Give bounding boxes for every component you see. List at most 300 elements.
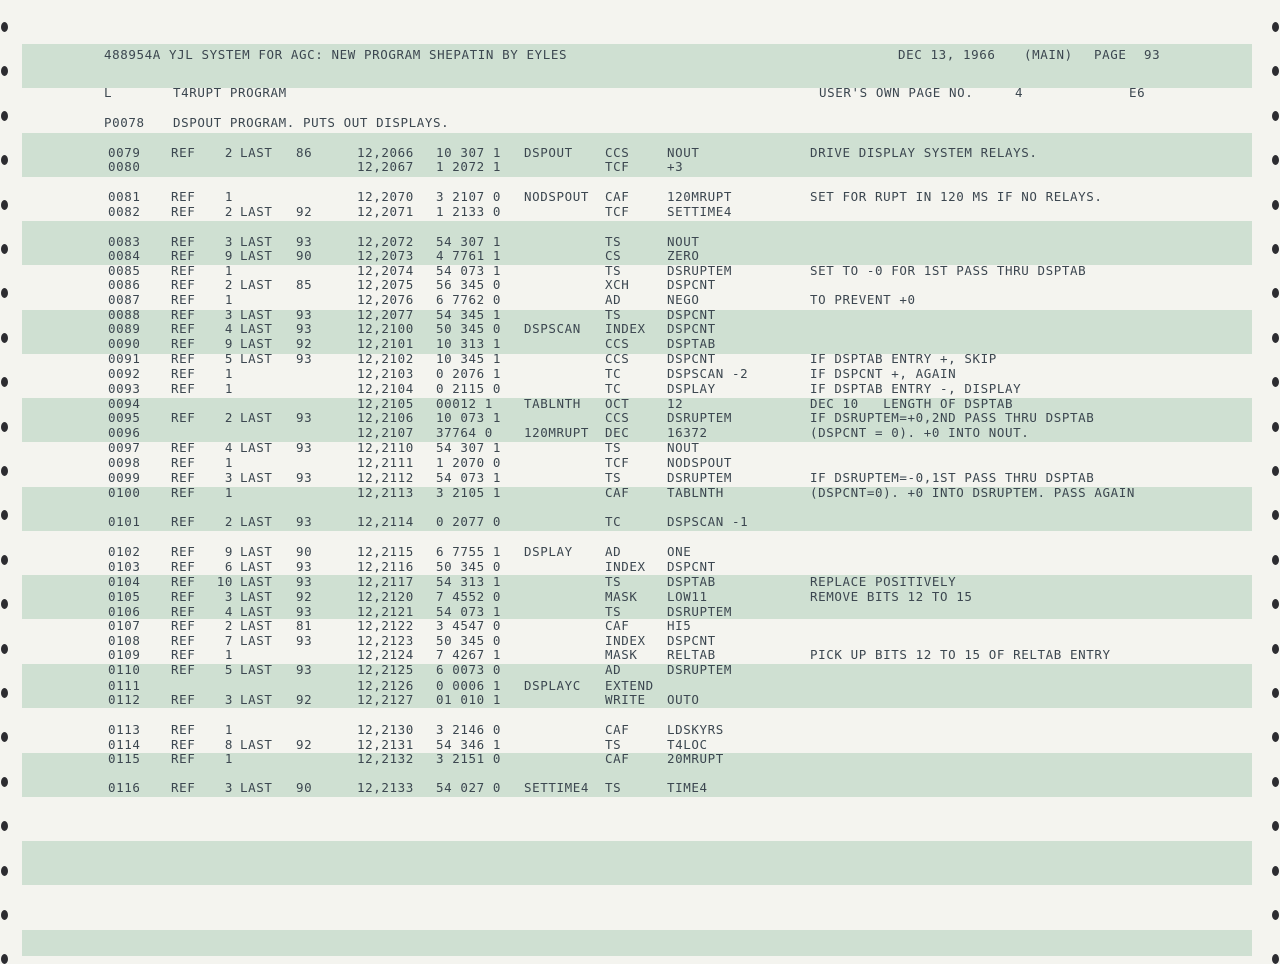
- cell-cnt: 1: [224, 292, 233, 307]
- listing-row: [0, 235, 1280, 249]
- cell-addr: 12,2104: [357, 381, 414, 396]
- feed-hole: [1, 821, 8, 831]
- cell-last: LAST: [240, 618, 273, 633]
- cell-addr: 12,2125: [357, 662, 414, 677]
- cell-op: TS: [605, 780, 622, 795]
- cell-ref: REF: [171, 440, 196, 455]
- cell-ref: REF: [171, 381, 196, 396]
- print-date: DEC 13, 1966: [898, 47, 996, 62]
- cell-cnt: 3: [224, 470, 233, 485]
- cell-page: 93: [296, 574, 313, 589]
- cell-addr: 12,2075: [357, 277, 414, 292]
- cell-seq: 0093: [108, 381, 141, 396]
- cell-op: TC: [605, 381, 622, 396]
- cell-cnt: 8: [224, 737, 233, 752]
- cell-op: AD: [605, 662, 622, 677]
- cell-operand: NOUT: [667, 234, 700, 249]
- feed-hole: [1272, 821, 1279, 831]
- cell-code: 0 2077 0: [436, 514, 502, 529]
- cell-cnt: 5: [224, 351, 233, 366]
- cell-op: OCT: [605, 396, 630, 411]
- section-id: P0078: [104, 115, 145, 130]
- cell-operand: NOUT: [667, 440, 700, 455]
- cell-ref: REF: [171, 514, 196, 529]
- cell-cnt: 6: [224, 559, 233, 574]
- feed-hole: [1272, 22, 1279, 32]
- cell-operand: DSPCNT: [667, 559, 716, 574]
- cell-label: 120MRUPT: [524, 425, 590, 440]
- cell-last: LAST: [240, 604, 273, 619]
- cell-code: 10 073 1: [436, 410, 502, 425]
- cell-comment: IF DSRUPTEM=+0,2ND PASS THRU DSPTAB: [810, 410, 1095, 425]
- listing-row: [0, 308, 1280, 322]
- cell-op: INDEX: [605, 633, 646, 648]
- cell-seq: 0098: [108, 455, 141, 470]
- listing-marker: L: [104, 85, 113, 100]
- feed-hole: [1272, 910, 1279, 920]
- cell-seq: 0111: [108, 678, 141, 693]
- cell-cnt: 7: [224, 633, 233, 648]
- cell-operand: DSPCNT: [667, 277, 716, 292]
- listing-row: [0, 752, 1280, 766]
- cell-op: TS: [605, 307, 622, 322]
- green-bar: [22, 841, 1252, 885]
- cell-comment: SET TO -0 FOR 1ST PASS THRU DSPTAB: [810, 263, 1087, 278]
- cell-last: LAST: [240, 737, 273, 752]
- cell-operand: DSPSCAN -2: [667, 366, 749, 381]
- cell-cnt: 1: [224, 366, 233, 381]
- print-mode: (MAIN): [1024, 47, 1073, 62]
- cell-cnt: 5: [224, 662, 233, 677]
- cell-seq: 0112: [108, 692, 141, 707]
- cell-ref: REF: [171, 589, 196, 604]
- cell-ref: REF: [171, 277, 196, 292]
- cell-seq: 0104: [108, 574, 141, 589]
- cell-label: NODSPOUT: [524, 189, 590, 204]
- listing-row: [0, 560, 1280, 574]
- cell-last: LAST: [240, 544, 273, 559]
- cell-seq: 0096: [108, 425, 141, 440]
- cell-code: 0 2115 0: [436, 381, 502, 396]
- cell-operand: RELTAB: [667, 647, 716, 662]
- cell-ref: REF: [171, 234, 196, 249]
- cell-seq: 0108: [108, 633, 141, 648]
- cell-comment: DRIVE DISPLAY SYSTEM RELAYS.: [810, 145, 1038, 160]
- cell-code: 3 2151 0: [436, 751, 502, 766]
- cell-page: 93: [296, 633, 313, 648]
- cell-page: 90: [296, 780, 313, 795]
- cell-addr: 12,2117: [357, 574, 414, 589]
- cell-code: 10 307 1: [436, 145, 502, 160]
- cell-op: TCF: [605, 455, 630, 470]
- cell-code: 1 2133 0: [436, 204, 502, 219]
- cell-ref: REF: [171, 204, 196, 219]
- cell-last: LAST: [240, 204, 273, 219]
- cell-operand: LDSKYRS: [667, 722, 724, 737]
- cell-operand: NOUT: [667, 145, 700, 160]
- cell-seq: 0107: [108, 618, 141, 633]
- page-label: PAGE: [1094, 47, 1127, 62]
- cell-last: LAST: [240, 514, 273, 529]
- cell-op: TS: [605, 737, 622, 752]
- cell-code: 4 7761 1: [436, 248, 502, 263]
- cell-op: CAF: [605, 485, 630, 500]
- section-title: DSPOUT PROGRAM. PUTS OUT DISPLAYS.: [173, 115, 450, 130]
- cell-addr: 12,2116: [357, 559, 414, 574]
- user-page-number: 4: [1015, 85, 1024, 100]
- cell-cnt: 1: [224, 381, 233, 396]
- cell-seq: 0086: [108, 277, 141, 292]
- cell-seq: 0110: [108, 662, 141, 677]
- cell-code: 50 345 0: [436, 633, 502, 648]
- listing-row: [0, 634, 1280, 648]
- cell-ref: REF: [171, 662, 196, 677]
- cell-op: TC: [605, 514, 622, 529]
- cell-operand: HI5: [667, 618, 692, 633]
- listing-row: [0, 575, 1280, 589]
- log-section-code: E6: [1129, 85, 1146, 100]
- cell-comment: (DSPCNT = 0). +0 INTO NOUT.: [810, 425, 1030, 440]
- cell-addr: 12,2123: [357, 633, 414, 648]
- cell-code: 01 010 1: [436, 692, 502, 707]
- cell-ref: REF: [171, 604, 196, 619]
- job-title: 488954A YJL SYSTEM FOR AGC: NEW PROGRAM SHEPATIN BY EYLES: [104, 47, 568, 62]
- cell-operand: DSPCNT: [667, 307, 716, 322]
- feed-hole: [1, 866, 8, 876]
- cell-op: TCF: [605, 159, 630, 174]
- listing-row: [0, 146, 1280, 160]
- cell-label: DSPLAYC: [524, 678, 581, 693]
- cell-operand: 12: [667, 396, 684, 411]
- feed-hole: [1, 910, 8, 920]
- cell-page: 85: [296, 277, 313, 292]
- cell-op: TS: [605, 604, 622, 619]
- cell-cnt: 3: [224, 307, 233, 322]
- listing-row: [0, 322, 1280, 336]
- cell-seq: 0103: [108, 559, 141, 574]
- cell-page: 86: [296, 145, 313, 160]
- cell-op: TC: [605, 366, 622, 381]
- cell-code: 0 2076 1: [436, 366, 502, 381]
- cell-addr: 12,2106: [357, 410, 414, 425]
- cell-operand: TIME4: [667, 780, 708, 795]
- listing-row: [0, 205, 1280, 219]
- cell-code: 10 313 1: [436, 336, 502, 351]
- cell-addr: 12,2131: [357, 737, 414, 752]
- cell-last: LAST: [240, 410, 273, 425]
- cell-last: LAST: [240, 589, 273, 604]
- cell-page: 93: [296, 662, 313, 677]
- cell-comment: SET FOR RUPT IN 120 MS IF NO RELAYS.: [810, 189, 1103, 204]
- cell-seq: 0099: [108, 470, 141, 485]
- listing-row: [0, 249, 1280, 263]
- cell-op: DEC: [605, 425, 630, 440]
- cell-addr: 12,2130: [357, 722, 414, 737]
- cell-ref: REF: [171, 751, 196, 766]
- cell-comment: IF DSRUPTEM=-0,1ST PASS THRU DSPTAB: [810, 470, 1095, 485]
- cell-addr: 12,2133: [357, 780, 414, 795]
- cell-last: LAST: [240, 248, 273, 263]
- cell-ref: REF: [171, 145, 196, 160]
- cell-op: CCS: [605, 336, 630, 351]
- cell-addr: 12,2114: [357, 514, 414, 529]
- cell-cnt: 3: [224, 234, 233, 249]
- feed-hole: [1272, 111, 1279, 121]
- cell-cnt: 1: [224, 722, 233, 737]
- cell-addr: 12,2126: [357, 678, 414, 693]
- cell-seq: 0115: [108, 751, 141, 766]
- page-number: 93: [1144, 47, 1161, 62]
- cell-ref: REF: [171, 737, 196, 752]
- cell-cnt: 4: [224, 440, 233, 455]
- cell-cnt: 2: [224, 514, 233, 529]
- cell-seq: 0089: [108, 321, 141, 336]
- cell-op: CCS: [605, 351, 630, 366]
- cell-addr: 12,2066: [357, 145, 414, 160]
- cell-last: LAST: [240, 307, 273, 322]
- cell-op: CS: [605, 248, 622, 263]
- cell-seq: 0106: [108, 604, 141, 619]
- cell-operand: SETTIME4: [667, 204, 733, 219]
- cell-page: 93: [296, 440, 313, 455]
- cell-last: LAST: [240, 662, 273, 677]
- cell-code: 3 4547 0: [436, 618, 502, 633]
- listing-row: [0, 590, 1280, 604]
- cell-code: 3 2105 1: [436, 485, 502, 500]
- cell-operand: T4LOC: [667, 737, 708, 752]
- cell-code: 54 027 0: [436, 780, 502, 795]
- listing-row: [0, 648, 1280, 662]
- cell-code: 6 7755 1: [436, 544, 502, 559]
- listing-row: [0, 738, 1280, 752]
- cell-op: CCS: [605, 145, 630, 160]
- cell-code: 54 073 1: [436, 263, 502, 278]
- cell-comment: IF DSPCNT +, AGAIN: [810, 366, 957, 381]
- cell-seq: 0081: [108, 189, 141, 204]
- cell-page: 92: [296, 204, 313, 219]
- cell-addr: 12,2110: [357, 440, 414, 455]
- cell-seq: 0095: [108, 410, 141, 425]
- cell-op: CCS: [605, 410, 630, 425]
- cell-ref: REF: [171, 410, 196, 425]
- cell-op: EXTEND: [605, 678, 654, 693]
- cell-addr: 12,2111: [357, 455, 414, 470]
- listing-row: [0, 382, 1280, 396]
- cell-seq: 0088: [108, 307, 141, 322]
- cell-seq: 0085: [108, 263, 141, 278]
- cell-ref: REF: [171, 189, 196, 204]
- listing-row: [0, 545, 1280, 559]
- cell-ref: REF: [171, 647, 196, 662]
- cell-page: 93: [296, 410, 313, 425]
- cell-page: 93: [296, 351, 313, 366]
- cell-code: 37764 0: [436, 425, 493, 440]
- cell-ref: REF: [171, 780, 196, 795]
- cell-last: LAST: [240, 351, 273, 366]
- cell-addr: 12,2073: [357, 248, 414, 263]
- cell-seq: 0113: [108, 722, 141, 737]
- cell-code: 3 2107 0: [436, 189, 502, 204]
- listing-row: [0, 619, 1280, 633]
- cell-code: 50 345 0: [436, 559, 502, 574]
- cell-page: 92: [296, 692, 313, 707]
- cell-last: LAST: [240, 574, 273, 589]
- cell-page: 93: [296, 559, 313, 574]
- cell-addr: 12,2074: [357, 263, 414, 278]
- cell-code: 50 345 0: [436, 321, 502, 336]
- cell-seq: 0087: [108, 292, 141, 307]
- listing-row: [0, 190, 1280, 204]
- cell-operand: DSPSCAN -1: [667, 514, 749, 529]
- cell-op: INDEX: [605, 559, 646, 574]
- cell-code: 00012 1: [436, 396, 493, 411]
- cell-code: 54 073 1: [436, 604, 502, 619]
- cell-ref: REF: [171, 321, 196, 336]
- cell-addr: 12,2067: [357, 159, 414, 174]
- cell-cnt: 2: [224, 277, 233, 292]
- cell-operand: ZERO: [667, 248, 700, 263]
- cell-seq: 0092: [108, 366, 141, 381]
- cell-comment: PICK UP BITS 12 TO 15 OF RELTAB ENTRY: [810, 647, 1111, 662]
- cell-addr: 12,2122: [357, 618, 414, 633]
- cell-page: 81: [296, 618, 313, 633]
- cell-operand: NODSPOUT: [667, 455, 733, 470]
- cell-ref: REF: [171, 574, 196, 589]
- feed-hole: [1, 111, 8, 121]
- cell-label: DSPLAY: [524, 544, 573, 559]
- cell-operand: 20MRUPT: [667, 751, 724, 766]
- cell-operand: TABLNTH: [667, 485, 724, 500]
- cell-page: 93: [296, 514, 313, 529]
- cell-op: AD: [605, 292, 622, 307]
- cell-operand: ONE: [667, 544, 692, 559]
- cell-op: CAF: [605, 618, 630, 633]
- cell-addr: 12,2120: [357, 589, 414, 604]
- cell-code: 6 7762 0: [436, 292, 502, 307]
- cell-addr: 12,2072: [357, 234, 414, 249]
- cell-addr: 12,2070: [357, 189, 414, 204]
- cell-page: 92: [296, 589, 313, 604]
- cell-seq: 0084: [108, 248, 141, 263]
- listing-row: [0, 781, 1280, 795]
- cell-op: INDEX: [605, 321, 646, 336]
- cell-ref: REF: [171, 618, 196, 633]
- cell-ref: REF: [171, 248, 196, 263]
- cell-cnt: 1: [224, 647, 233, 662]
- cell-addr: 12,2077: [357, 307, 414, 322]
- cell-operand: DSRUPTEM: [667, 470, 733, 485]
- cell-cnt: 2: [224, 204, 233, 219]
- cell-op: TS: [605, 574, 622, 589]
- cell-ref: REF: [171, 470, 196, 485]
- listing-row: [0, 337, 1280, 351]
- cell-comment: DEC 10 LENGTH OF DSPTAB: [810, 396, 1014, 411]
- cell-addr: 12,2105: [357, 396, 414, 411]
- cell-label: DSPSCAN: [524, 321, 581, 336]
- listing-row: [0, 278, 1280, 292]
- cell-last: LAST: [240, 470, 273, 485]
- cell-operand: 120MRUPT: [667, 189, 733, 204]
- listing-row: [0, 471, 1280, 485]
- cell-seq: 0082: [108, 204, 141, 219]
- cell-code: 1 2072 1: [436, 159, 502, 174]
- cell-cnt: 1: [224, 751, 233, 766]
- cell-code: 10 345 1: [436, 351, 502, 366]
- cell-seq: 0105: [108, 589, 141, 604]
- cell-addr: 12,2115: [357, 544, 414, 559]
- user-page-label: USER'S OWN PAGE NO.: [819, 85, 974, 100]
- listing-row: [0, 486, 1280, 500]
- cell-cnt: 4: [224, 321, 233, 336]
- listing-row: [0, 411, 1280, 425]
- cell-code: 7 4552 0: [436, 589, 502, 604]
- cell-seq: 0090: [108, 336, 141, 351]
- cell-operand: DSPCNT: [667, 351, 716, 366]
- cell-ref: REF: [171, 455, 196, 470]
- cell-ref: REF: [171, 351, 196, 366]
- cell-code: 56 345 0: [436, 277, 502, 292]
- cell-seq: 0097: [108, 440, 141, 455]
- cell-ref: REF: [171, 336, 196, 351]
- cell-operand: 16372: [667, 425, 708, 440]
- cell-last: LAST: [240, 780, 273, 795]
- cell-addr: 12,2132: [357, 751, 414, 766]
- cell-code: 54 345 1: [436, 307, 502, 322]
- cell-seq: 0114: [108, 737, 141, 752]
- cell-operand: DSPCNT: [667, 633, 716, 648]
- cell-op: MASK: [605, 589, 638, 604]
- cell-code: 7 4267 1: [436, 647, 502, 662]
- cell-addr: 12,2124: [357, 647, 414, 662]
- listing-row: [0, 352, 1280, 366]
- cell-op: AD: [605, 544, 622, 559]
- cell-operand: DSPTAB: [667, 574, 716, 589]
- cell-page: 93: [296, 234, 313, 249]
- cell-seq: 0116: [108, 780, 141, 795]
- cell-ref: REF: [171, 485, 196, 500]
- listing-row: [0, 679, 1280, 693]
- cell-comment: (DSPCNT=0). +0 INTO DSRUPTEM. PASS AGAIN: [810, 485, 1136, 500]
- cell-cnt: 3: [224, 589, 233, 604]
- cell-cnt: 1: [224, 263, 233, 278]
- cell-last: LAST: [240, 277, 273, 292]
- cell-addr: 12,2100: [357, 321, 414, 336]
- cell-addr: 12,2103: [357, 366, 414, 381]
- cell-addr: 12,2102: [357, 351, 414, 366]
- cell-code: 54 313 1: [436, 574, 502, 589]
- listing-row: [0, 293, 1280, 307]
- listing-row: [0, 663, 1280, 677]
- cell-op: TCF: [605, 204, 630, 219]
- cell-label: DSPOUT: [524, 145, 573, 160]
- cell-operand: DSRUPTEM: [667, 263, 733, 278]
- cell-last: LAST: [240, 336, 273, 351]
- cell-ref: REF: [171, 633, 196, 648]
- cell-ref: REF: [171, 559, 196, 574]
- feed-hole: [1, 22, 8, 32]
- cell-cnt: 3: [224, 692, 233, 707]
- cell-addr: 12,2101: [357, 336, 414, 351]
- cell-comment: IF DSPTAB ENTRY +, SKIP: [810, 351, 997, 366]
- cell-addr: 12,2113: [357, 485, 414, 500]
- cell-operand: DSPTAB: [667, 336, 716, 351]
- cell-page: 93: [296, 307, 313, 322]
- listing-row: [0, 367, 1280, 381]
- cell-label: SETTIME4: [524, 780, 590, 795]
- cell-addr: 12,2107: [357, 425, 414, 440]
- cell-op: CAF: [605, 722, 630, 737]
- program-name: T4RUPT PROGRAM: [173, 85, 287, 100]
